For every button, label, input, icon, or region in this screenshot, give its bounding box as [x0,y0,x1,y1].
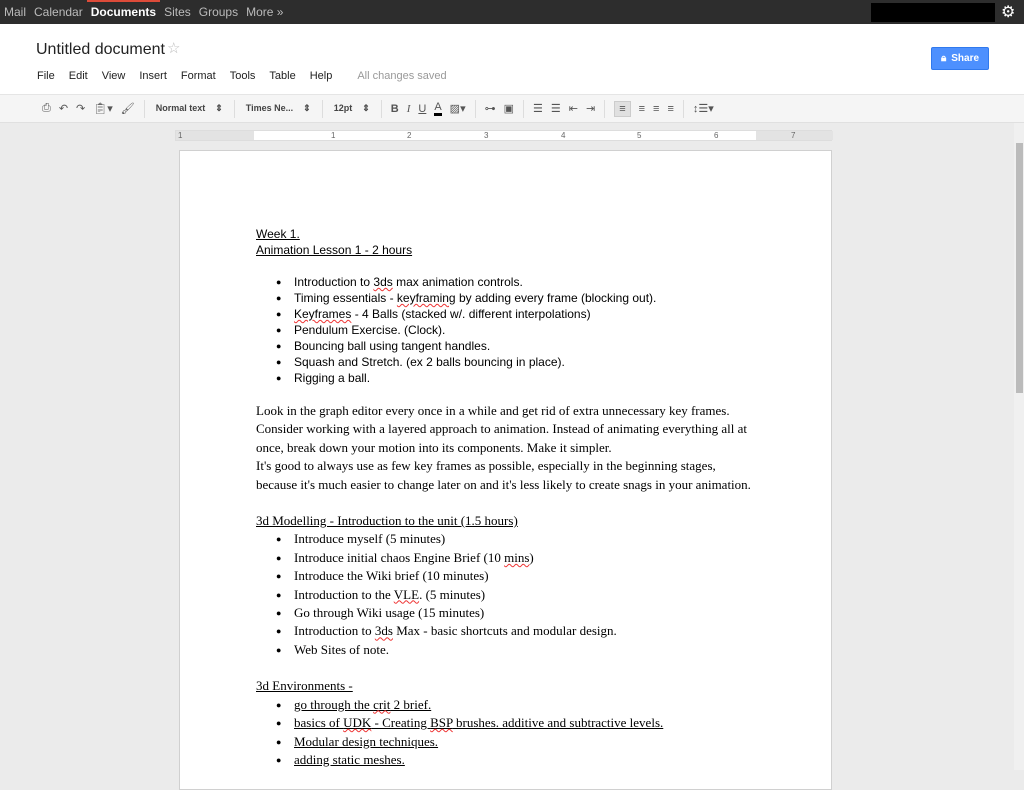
image-icon[interactable]: ▣ [503,103,514,115]
ruler-mark: 4 [561,131,566,140]
modelling-list [256,530,756,659]
menu-help[interactable]: Help [309,70,333,82]
google-nav [4,5,291,19]
divider [322,100,323,118]
paragraph: Consider working with a layered approach to animation. Instead of animating everything all at once, break down your motion into its components. Make it simpler. [256,421,747,455]
numbered-list-icon[interactable]: ☰ [533,103,543,115]
animation-list [256,274,756,386]
link-icon[interactable]: ⊶ [484,103,496,115]
misspelled-word[interactable]: 3ds [373,275,393,289]
nav-calendar[interactable]: Calendar [34,5,83,19]
line-spacing-icon[interactable]: ↕☰▾ [692,103,714,115]
menu-insert[interactable]: Insert [139,70,167,82]
lesson-heading: Animation Lesson 1 - 2 hours [256,243,413,257]
nav-mail[interactable]: Mail [4,5,27,19]
ruler-mark: 6 [714,131,719,140]
document-title[interactable]: Untitled document [36,41,165,58]
divider [381,100,382,118]
list-item: ● Introduction to 3ds max animation controls. [256,274,756,290]
font-value: Times Ne... [245,103,294,113]
save-status: All changes saved [357,70,447,82]
style-select[interactable]: Normal text ⇕ [155,103,223,113]
nav-documents[interactable]: Documents [90,5,157,19]
misspelled-word[interactable]: 3ds [374,623,393,639]
misspelled-word[interactable]: VLE [393,586,420,602]
list-item: ● Rigging a ball. [256,370,756,386]
decrease-indent-icon[interactable]: ⇤ [568,103,578,115]
list-item: ● Keyframes - 4 Balls (stacked w/. different interpolations) [256,306,756,322]
redo-icon[interactable]: ↷ [76,103,86,115]
paint-format-icon[interactable]: 🖌︎ [120,103,135,115]
google-bar [0,0,1024,24]
increase-indent-icon[interactable]: ⇥ [585,103,596,115]
menu-edit[interactable]: Edit [68,70,88,82]
notes [256,402,756,494]
account-area[interactable] [871,3,995,22]
menu-table[interactable]: Table [269,70,296,82]
paragraph: It's good to always use as few key frames as possible, especially in the beginning stages, because it's much easier to change later on and it's less likely to create snags in your animation. [256,458,751,492]
menu-tools[interactable]: Tools [229,70,256,82]
gear-icon[interactable]: ⚙ [1001,4,1016,21]
menu-format[interactable]: Format [180,70,216,82]
divider [523,100,524,118]
justify-icon[interactable]: ≡ [667,102,674,115]
doc-header [0,24,1024,94]
misspelled-word[interactable]: keyframing [396,291,456,305]
list-item: ● Squash and Stretch. (ex 2 balls bouncing in place). [256,354,756,370]
menu-file[interactable]: File [37,70,55,82]
paragraph: Look in the graph editor every once in a while and get rid of extra unnecessary key frames. [256,403,730,418]
misspelled-word[interactable]: crit [373,696,391,712]
list-item: ● Go through Wiki usage (15 minutes) [256,604,756,622]
ruler-mark: 2 [407,131,412,140]
underline-button[interactable]: U [418,102,427,115]
week-heading: Week 1. [256,227,300,241]
list-item: ● Introduce the Wiki brief (10 minutes) [256,567,756,585]
list-item: ● adding static meshes. [256,751,756,769]
list-item: ● Introduction to 3ds Max - basic shortcuts and modular design. [256,622,756,640]
align-right-icon[interactable]: ≡ [653,102,660,115]
environments-list [256,696,756,770]
list-item: ● Introduce initial chaos Engine Brief (10 mins) [256,549,756,567]
list-item: ● basics of UDK - Creating BSP brushes. additive and subtractive levels. [256,714,756,732]
highlight-color-icon[interactable]: ▨▾ [449,103,466,115]
bold-button[interactable]: B [390,102,399,115]
print-icon[interactable]: ⎙ [42,102,51,114]
divider [683,100,684,118]
misspelled-word[interactable]: BSP [430,715,453,731]
misspelled-word[interactable]: mins [504,549,530,565]
scrollbar-thumb[interactable] [1016,143,1023,393]
italic-button[interactable]: I [406,102,411,115]
list-item: ● Modular design techniques. [256,733,756,751]
size-value: 12pt [333,103,353,113]
bulleted-list-icon[interactable]: ☰ [550,103,561,115]
ruler[interactable] [175,130,832,141]
misspelled-word[interactable]: Keyframes [294,307,352,321]
scrollbar[interactable] [1014,123,1024,770]
divider [144,100,145,118]
share-button[interactable] [931,47,989,70]
nav-more[interactable]: More » [246,5,284,19]
nav-sites[interactable]: Sites [164,5,191,19]
star-icon[interactable]: ☆ [167,40,181,57]
list-item: ● go through the crit 2 brief. [256,696,756,714]
divider [475,100,476,118]
toolbar [0,94,1024,123]
align-center-icon[interactable]: ≡ [638,102,646,115]
menu-view[interactable]: View [101,70,126,82]
list-item: ● Introduce myself (5 minutes) [256,530,756,548]
lock-icon: 🔒︎ [940,53,947,64]
share-label: Share [951,53,980,64]
align-left-icon[interactable]: ≡ [614,101,630,117]
ruler-mark: 7 [791,131,796,140]
list-item: ● Pendulum Exercise. (Clock). [256,322,756,338]
list-item: ● Web Sites of note. [256,641,756,659]
undo-icon[interactable]: ↶ [58,103,69,115]
menu-bar [37,70,461,82]
list-item: ● Bouncing ball using tangent handles. [256,338,756,354]
ruler-mark: 5 [637,131,642,140]
nav-groups[interactable]: Groups [198,5,239,19]
divider [604,100,605,118]
modelling-heading: 3d Modelling - Introduction to the unit (1.5 hours) [256,513,518,529]
text-color-button[interactable]: A [434,101,441,116]
paste-icon[interactable]: 📋︎▾ [93,103,113,115]
style-value: Normal text [155,103,206,113]
list-item: ● Timing essentials - keyframing by adding every frame (blocking out). [256,290,756,306]
ruler-mark: 1 [178,131,183,140]
ruler-mark: 3 [484,131,489,140]
ruler-mark: 1 [331,131,336,140]
list-item: ● Introduction to the VLE. (5 minutes) [256,586,756,604]
misspelled-word[interactable]: UDK [343,715,372,731]
document-body[interactable] [256,226,756,769]
size-select[interactable]: 12pt ⇕ [333,103,370,113]
font-select[interactable]: Times Ne... ⇕ [245,103,311,113]
divider [234,100,235,118]
environments-heading: 3d Environments - [256,678,353,694]
